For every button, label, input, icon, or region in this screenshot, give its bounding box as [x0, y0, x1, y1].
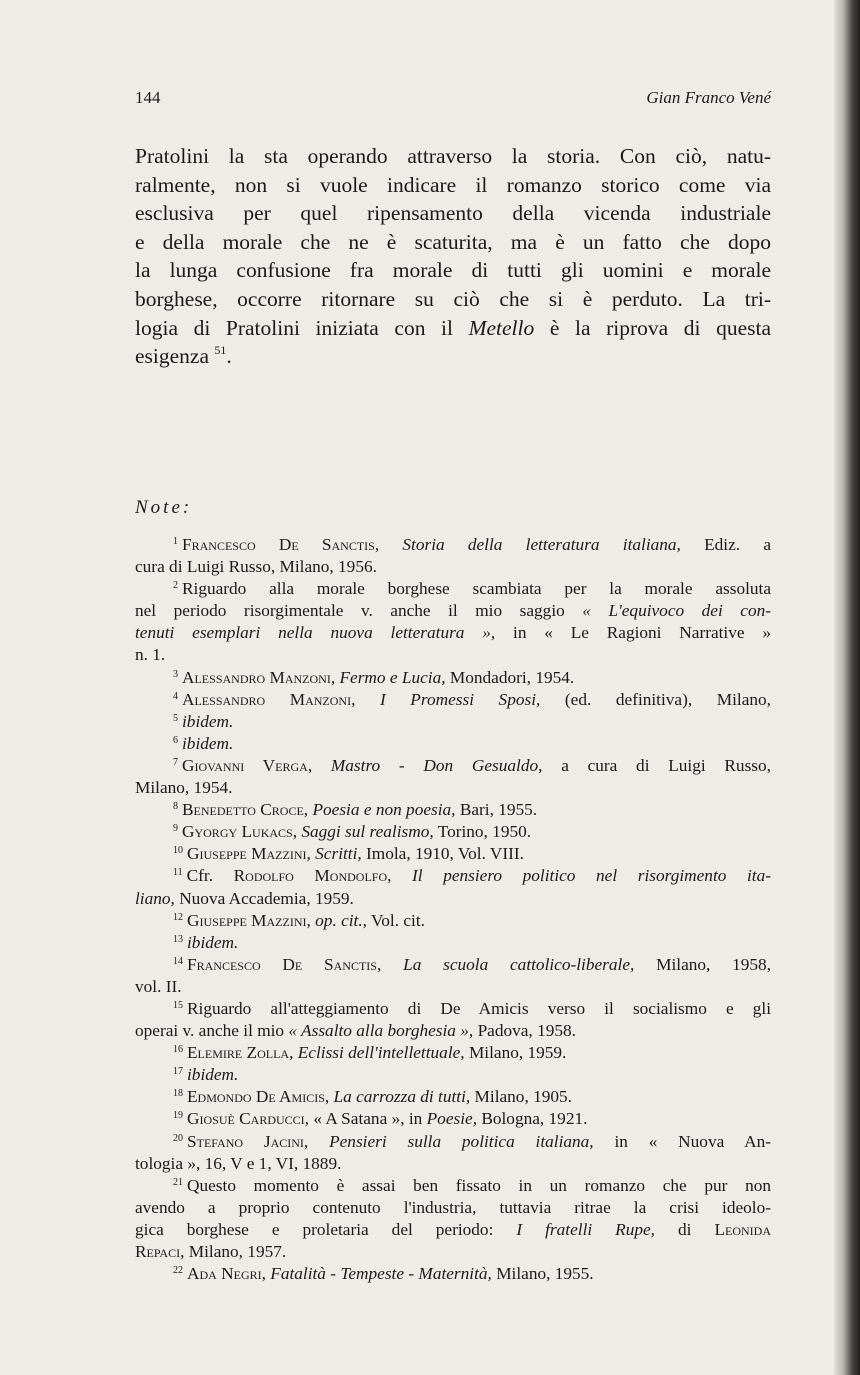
body-line: borghese, occorre ritornare su ciò che si è perduto. La tri-	[135, 286, 771, 311]
notes-list	[135, 534, 771, 1285]
note-22: $^{22}$ Ada Negri, Fatalità - Tempeste - Maternità, Milano, 1955.	[173, 1264, 594, 1284]
note-21-cont: avendo a proprio contenuto l'industria, tuttavia ritrae la crisi ideolo-	[135, 1197, 771, 1217]
note-1-cont: cura di Luigi Russo, Milano, 1956.	[135, 557, 377, 577]
body-line: ralmente, non si vuole indicare il romanzo storico come via	[135, 172, 771, 197]
note-3: $^3$ Alessandro Manzoni, Fermo e Lucia, Mondadori, 1954.	[173, 667, 575, 687]
body-line: esclusiva per quel ripensamento della vicenda industriale	[135, 201, 771, 226]
note-2-cont: n. 1.	[135, 645, 166, 665]
running-head: Gian Franco Vené	[646, 88, 771, 107]
note-2: $^2$ Riguardo alla morale borghese scambiata per la morale assoluta	[173, 579, 771, 599]
note-20: $^{20}$ Stefano Jacini, Pensieri sulla politica italiana, in « Nuova An-	[173, 1131, 771, 1151]
note-19: $^{19}$ Giosuè Carducci, « A Satana », in Poesie, Bologna, 1921.	[173, 1109, 588, 1129]
note-12: $^{12}$ Giuseppe Mazzini, op. cit., Vol. cit.	[173, 910, 425, 930]
page-header	[135, 88, 771, 110]
note-2-cont: tenuti esemplari nella nuova letteratura », in « Le Ragioni Narrative »	[135, 623, 771, 643]
footnote-reference: 51	[214, 343, 227, 358]
note-20-cont: tologia », 16, V e 1, VI, 1889.	[135, 1153, 342, 1173]
page-edge-shadow	[834, 0, 860, 1375]
notes-heading: Note:	[135, 497, 193, 518]
page-number: 144	[135, 88, 161, 107]
body-line: e della morale che ne è scaturita, ma è un fatto che dopo	[135, 229, 771, 254]
body-line: Pratolini la sta operando attraverso la storia. Con ciò, natu-	[135, 144, 771, 168]
note-7: $^7$ Giovanni Verga, Mastro - Don Gesualdo, a cura di Luigi Russo,	[173, 755, 771, 775]
note-4: $^4$ Alessandro Manzoni, I Promessi Sposi, (ed. definitiva), Milano,	[173, 689, 771, 709]
note-11: $^{11}$ Cfr. Rodolfo Mondolfo, Il pensiero politico nel risorgimento ita-	[173, 866, 771, 886]
note-1: $^1$ Francesco De Sanctis, Storia della letteratura italiana, Ediz. a	[173, 535, 771, 554]
body-line: logia di Pratolini iniziata con il Metello è la riprova di questa	[135, 315, 771, 340]
note-16: $^{16}$ Elemire Zolla, Eclissi dell'intellettuale, Milano, 1959.	[173, 1043, 567, 1063]
note-9: $^9$ Gyorgy Lukacs, Saggi sul realismo, Torino, 1950.	[173, 822, 532, 842]
note-21-cont: gica borghese e proletaria del periodo: I fratelli Rupe, di Leonida	[135, 1219, 771, 1239]
body-line: la lunga confusione fra morale di tutti gli uomini e morale	[135, 258, 771, 283]
note-15: $^{15}$ Riguardo all'atteggiamento di De Amicis verso il socialismo e gli	[173, 998, 771, 1018]
note-14-cont: vol. II.	[135, 976, 182, 996]
note-15-cont: operai v. anche il mio « Assalto alla borghesia », Padova, 1958.	[135, 1021, 576, 1041]
note-21: $^{21}$ Questo momento è assai ben fissato in un romanzo che pur non	[173, 1175, 771, 1195]
body-line: esigenza $^{51}$.	[135, 343, 232, 369]
book-title: Metello	[468, 315, 535, 340]
note-5: $^5$ ibidem.	[173, 711, 234, 731]
note-13: $^{13}$ ibidem.	[173, 932, 239, 952]
note-6: $^6$ ibidem.	[173, 733, 234, 753]
note-11-cont: liano, Nuova Accademia, 1959.	[135, 888, 354, 908]
note-8: $^8$ Benedetto Croce, Poesia e non poesia, Bari, 1955.	[173, 800, 538, 820]
note-17: $^{17}$ ibidem.	[173, 1065, 239, 1085]
body-paragraph	[135, 142, 771, 371]
note-14: $^{14}$ Francesco De Sanctis, La scuola cattolico-liberale, Milano, 1958,	[173, 954, 772, 974]
note-2-cont: nel periodo risorgimentale v. anche il mio saggio « L'equivoco dei con-	[135, 601, 771, 621]
note-10: $^{10}$ Giuseppe Mazzini, Scritti, Imola, 1910, Vol. VIII.	[173, 844, 524, 864]
note-7-cont: Milano, 1954.	[135, 778, 233, 798]
note-21-cont: Repaci, Milano, 1957.	[135, 1242, 287, 1261]
note-18: $^{18}$ Edmondo De Amicis, La carrozza di tutti, Milano, 1905.	[173, 1087, 572, 1107]
